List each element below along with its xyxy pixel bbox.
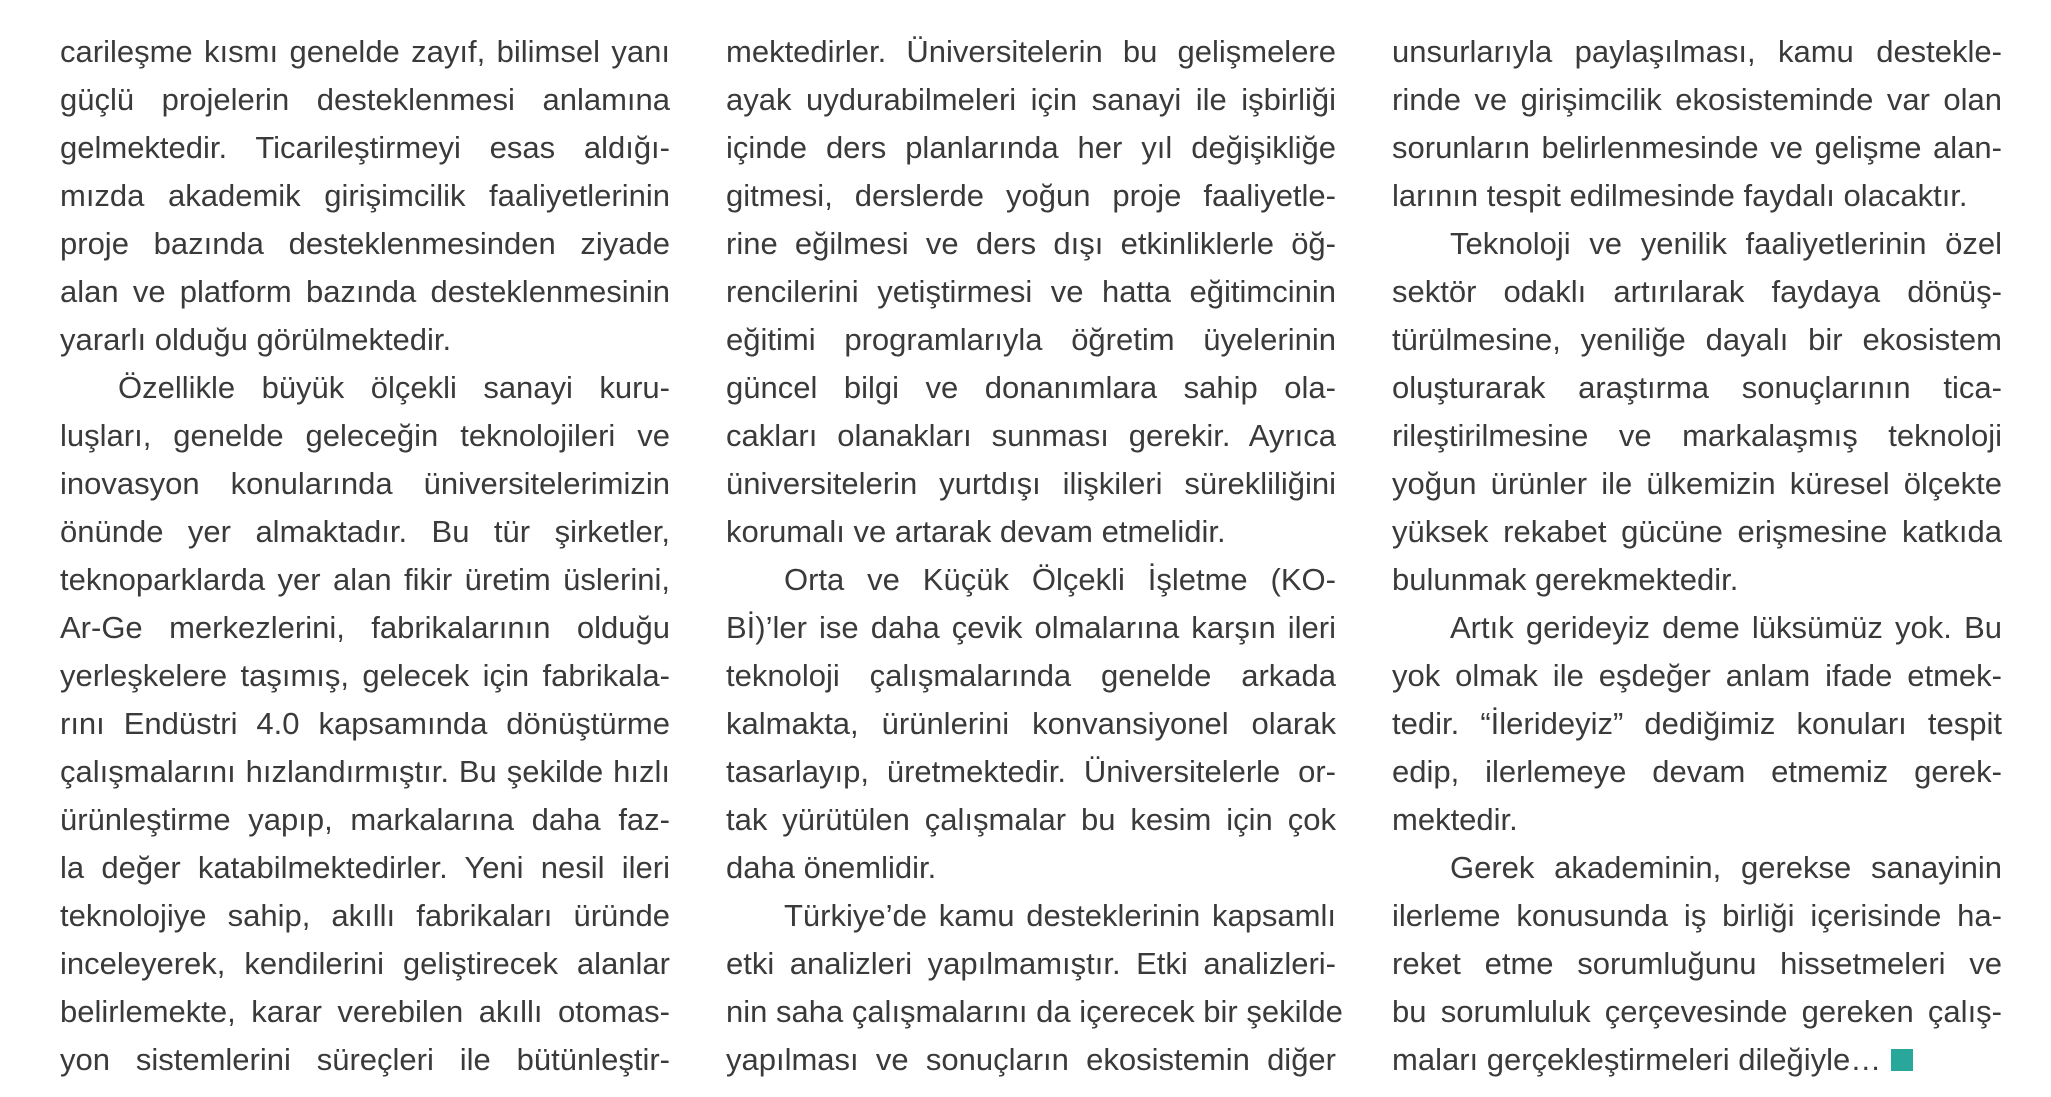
text-line-content: ürünleştirme yapıp, markalarına daha faz- [60,802,670,837]
text-line-content: Orta ve Küçük Ölçekli İşletme (KO- [784,562,1336,597]
text-line [1392,460,2002,508]
text-line [726,940,1336,988]
text-line-content: üniversitelerin yurtdışı ilişkileri sürekliliğini [726,466,1336,501]
text-line-content: rencilerini yetiştirmesi ve hatta eğitimcinin [726,274,1336,309]
text-line [60,940,670,988]
text-line [726,28,1336,76]
text-line-content: sorunların belirlenmesinde ve gelişme alan- [1392,130,2002,165]
text-line [726,460,1336,508]
text-line-content: belirlemekte, karar verebilen akıllı otomas- [60,994,670,1029]
text-line-content: alan ve platform bazında desteklenmesinin [60,274,670,309]
text-line-content: yüksek rekabet gücüne erişmesine katkıda [1392,514,2002,549]
text-line-content: yapılması ve sonuçların ekosistemin diğer [726,1042,1336,1077]
text-line-content: tak yürütülen çalışmalar bu kesim için çok [726,802,1336,837]
text-line-content: cakları olanakları sunması gerekir. Ayrıca [726,418,1336,453]
square-end-mark-icon [1891,1049,1913,1071]
text-line-content: rını Endüstri 4.0 kapsamında dönüştürme [60,706,670,741]
text-line-content: inovasyon konularında üniversitelerimizin [60,466,670,501]
text-line [1392,796,2002,844]
text-line-content: daha önemlidir. [726,850,937,885]
text-line [726,268,1336,316]
text-line-content: gitmesi, derslerde yoğun proje faaliyetle- [726,178,1336,213]
text-line [1392,748,2002,796]
text-line-content: Gerek akademinin, gerekse sanayinin [1450,850,2002,885]
text-column-2 [726,28,1343,1084]
text-column-1 [60,28,670,1084]
text-line-content: rileştirilmesine ve markalaşmış teknoloji [1392,418,2002,453]
text-line-content: bu sorumluluk çerçevesinde gereken çalış- [1392,994,2002,1029]
text-column-3 [1392,28,2002,1084]
text-line-content: bulunmak gerekmektedir. [1392,562,1739,597]
text-line [726,1036,1336,1084]
text-line [60,364,670,412]
text-line-content: rine eğilmesi ve ders dışı etkinliklerle öğ- [726,226,1336,261]
text-line-content: gelmektedir. Ticarileştirmeyi esas aldığı- [60,130,670,165]
text-line [1392,844,2002,892]
text-line [726,316,1336,364]
text-line [1392,124,2002,172]
text-line [60,124,670,172]
text-line [60,796,670,844]
text-line [1392,940,2002,988]
text-line-content: yok olmak ile eşdeğer anlam ifade etmek- [1392,658,2002,693]
text-line-content: korumalı ve artarak devam etmelidir. [726,514,1226,549]
text-line [726,412,1336,460]
text-line [1392,892,2002,940]
text-line [1392,988,2002,1036]
text-line-content: mızda akademik girişimcilik faaliyetlerinin [60,178,670,213]
text-line [726,76,1336,124]
text-line [726,892,1336,940]
text-line [726,508,1336,556]
text-line [1392,316,2002,364]
text-line-content: oluşturarak araştırma sonuçlarının tica- [1392,370,2002,405]
text-line-content: Bİ)’ler ise daha çevik olmalarına karşın ileri [726,610,1336,645]
text-line [60,412,670,460]
text-line-content: ayak uydurabilmeleri için sanayi ile işbirliği [726,82,1336,117]
text-line [1392,652,2002,700]
text-line-content: güçlü projelerin desteklenmesi anlamına [60,82,670,117]
text-line-content: mektedir. [1392,802,1518,837]
text-line [1392,172,2002,220]
text-line-content: güncel bilgi ve donanımlara sahip ola- [726,370,1336,405]
text-line-content: teknoparklarda yer alan fikir üretim üslerini, [60,562,670,597]
text-line [1392,76,2002,124]
text-line-content: rinde ve girişimcilik ekosisteminde var olan [1392,82,2002,117]
text-line [726,604,1336,652]
text-line-content: edip, ilerlemeye devam etmemiz gerek- [1392,754,2002,789]
text-line [60,268,670,316]
text-line [1392,604,2002,652]
text-line-content: yerleşkelere taşımış, gelecek için fabrikala- [60,658,670,693]
text-line [60,844,670,892]
text-line-content: Artık gerideyiz deme lüksümüz yok. Bu [1450,610,2002,645]
text-line [60,316,670,364]
text-line [726,556,1336,604]
text-line-content: teknolojiye sahip, akıllı fabrikaları üründe [60,898,670,933]
text-line-content: yararlı olduğu görülmektedir. [60,322,452,357]
text-line [726,988,1343,1036]
text-line [60,652,670,700]
text-line-content: sektör odaklı artırılarak faydaya dönüş- [1392,274,2002,309]
text-line-content: Özellikle büyük ölçekli sanayi kuru- [118,370,670,405]
text-line [1392,220,2002,268]
text-line [1392,556,2002,604]
text-line-content: mektedirler. Üniversitelerin bu gelişmelere [726,34,1336,69]
text-line-content: Türkiye’de kamu desteklerinin kapsamlı [784,898,1336,933]
text-line [60,892,670,940]
text-line-content: eğitimi programlarıyla öğretim üyelerinin [726,322,1336,357]
text-line [1392,508,2002,556]
text-line [726,748,1336,796]
text-line [726,124,1336,172]
text-line [60,1036,670,1084]
text-line-content: yoğun ürünler ile ülkemizin küresel ölçekte [1392,466,2002,501]
text-line-content: la değer katabilmektedirler. Yeni nesil ileri [60,850,670,885]
text-line-content: proje bazında desteklenmesinden ziyade [60,226,670,261]
text-line-content: maları gerçekleştirmeleri dileğiyle… [1392,1042,1882,1077]
text-line [726,364,1336,412]
text-line [60,988,670,1036]
text-line-content: luşları, genelde geleceğin teknolojileri ve [60,418,670,453]
text-line-content: nin saha çalışmalarını da içerecek bir şekilde [726,994,1343,1029]
text-line-content: reket etme sorumluğunu hissetmeleri ve [1392,946,2002,981]
text-line-content: türülmesine, yeniliğe dayalı bir ekosistem [1392,322,2002,357]
text-line [60,700,670,748]
text-line [1392,28,2002,76]
text-line [1392,700,2002,748]
text-line-content: yon sistemlerini süreçleri ile bütünleştir- [60,1042,670,1077]
text-line-content: etki analizleri yapılmamıştır. Etki analizleri- [726,946,1336,981]
text-line-content: tedir. “İlerideyiz” dediğimiz konuları tespit [1392,706,2002,741]
text-line-content: tasarlayıp, üretmektedir. Üniversitelerle or- [726,754,1336,789]
text-line-content: çalışmalarını hızlandırmıştır. Bu şekilde hızlı [60,754,670,789]
text-line-content: teknoloji çalışmalarında genelde arkada [726,658,1336,693]
text-line [726,796,1336,844]
text-line-content: ilerleme konusunda iş birliği içerisinde ha- [1392,898,2002,933]
text-line [60,604,670,652]
text-line [60,508,670,556]
text-line [60,748,670,796]
text-line [726,844,1336,892]
text-line [60,172,670,220]
text-line-content: unsurlarıyla paylaşılması, kamu destekle- [1392,34,2002,69]
text-line [60,556,670,604]
text-line [1392,268,2002,316]
text-line [60,76,670,124]
text-line-content: Teknoloji ve yenilik faaliyetlerinin özel [1450,226,2002,261]
text-line [1392,364,2002,412]
text-line [726,652,1336,700]
text-line [726,172,1336,220]
text-line-content: kalmakta, ürünlerini konvansiyonel olarak [726,706,1336,741]
text-line [60,220,670,268]
text-line-content: carileşme kısmı genelde zayıf, bilimsel yanı [60,34,670,69]
text-line-content: Ar-Ge merkezlerini, fabrikalarının olduğu [60,610,670,645]
text-line-content: içinde ders planlarında her yıl değişikliğe [726,130,1336,165]
text-line [1392,1036,2002,1084]
text-line-content: inceleyerek, kendilerini geliştirecek alanlar [60,946,670,981]
text-line [1392,412,2002,460]
text-line-content: larının tespit edilmesinde faydalı olacaktır. [1392,178,1968,213]
text-line-content: önünde yer almaktadır. Bu tür şirketler, [60,514,670,549]
text-line [726,700,1336,748]
text-line [726,220,1336,268]
text-line [60,460,670,508]
text-line [60,28,670,76]
